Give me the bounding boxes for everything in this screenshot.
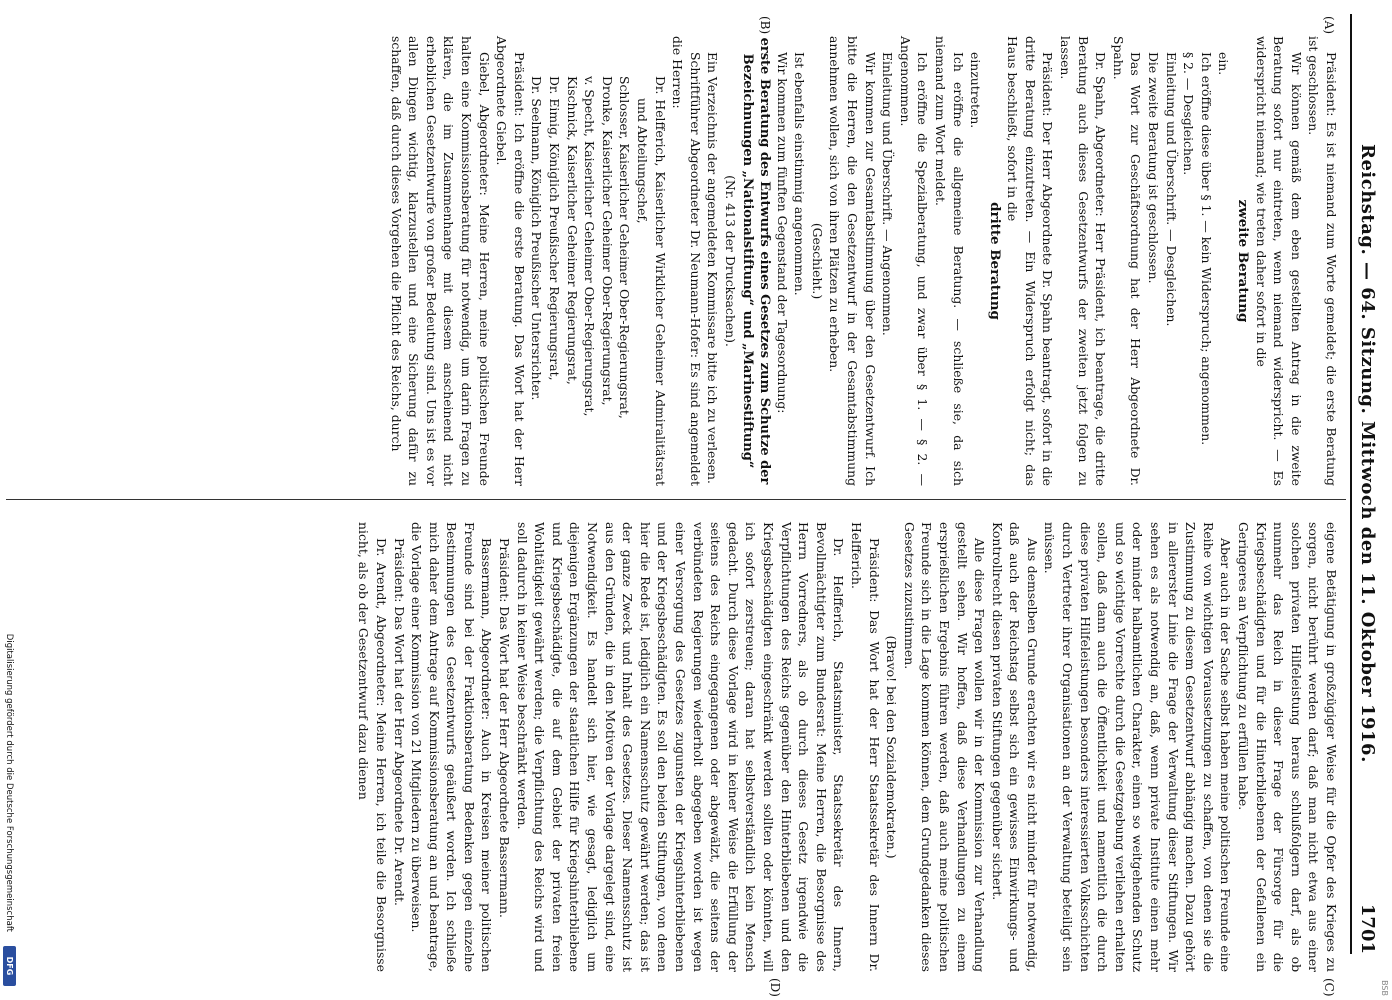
page-number: 1701 <box>1357 903 1378 954</box>
funding-credit: Digitalisierung gefördert durch die Deutsche Forschungsgemeinschaft <box>4 633 14 932</box>
paragraph: Wir können gemäß dem eben gestellten Antrag in die zweite Beratung sofort nur eintreten, wenn niemand widerspricht. — Es widerspricht niemand; wie treten daher sofort in die <box>1253 36 1304 486</box>
stage-direction: (Geschieht.) <box>809 222 825 300</box>
page-header <box>1350 14 1382 954</box>
stage-direction: (Bravo! bei den Sozialdemokraten.) <box>884 635 900 859</box>
left-column <box>387 36 1340 486</box>
column-divider <box>6 499 1346 500</box>
running-title: Reichstag. — 64. Sitzung. Mittwoch den 11. Oktober 1916. <box>1357 144 1378 763</box>
paragraph: Einleitung und Überschrift. — Desgleichen. <box>1163 52 1179 327</box>
paragraph: Aber auch in der Sache selbst haben meine politischen Freunde eine Reihe von wichtigen Voraussetzungen zu schaffen, von denen sie die Zustimmung zu diesem Gesetzentwurf abhängig machen. Dazu gehört in allererster Linie die Frage der Verwaltung dieser Stiftungen. Wir sehen es als notwendig an, daß, wenn private Institute einen mehr oder minder halbamtlichen Charakter, einen so weitgehenden Schutz und so wichtige Vorrechte durch die Gesetzgebung verliehen erhalten sollen, daß dann auch die Öffentlichkeit und namentlich die durch diese privaten Hilfeleistungen besonders interessierten Volksschichten durch Vertreter ihrer Organisationen an der Verwaltung beteiligt sein müssen. <box>1042 522 1234 972</box>
list-item: Kischnick, Kaiserlicher Geheimer Regierungsrat, <box>564 76 580 385</box>
document-reference: (Nr. 413 der Drucksachen). <box>723 175 738 347</box>
paragraph: Die zweite Beratung ist geschlossen. <box>1146 52 1162 284</box>
paragraph: Präsident: Der Herr Abgeordnete Dr. Spahn beantragt, sofort in die dritte Beratung einzutreten. — Ein Widerspruch erfolgt nicht; das Haus beschließt, sofort in die <box>1005 36 1056 486</box>
list-item: Dr. Helfferich, Kaiserlicher Wirklicher Geheimer Admiralitätsrat und Abteilungschef, <box>635 76 668 486</box>
section-heading: dritte Beratung <box>986 202 1003 320</box>
paragraph: Wir kommen zum fünften Gegenstand der Tagesordnung: <box>774 52 790 414</box>
paragraph: Ich eröffne die allgemeine Beratung. — schließe sie, da sich niemand zum Wort meldet. <box>932 36 966 486</box>
paragraph: Präsident: Das Wort hat der Herr Abgeordnete Dr. Arendt. <box>391 538 407 906</box>
paragraph: ein. <box>1216 52 1232 76</box>
margin-mark-a: (A) <box>1322 16 1336 35</box>
paragraph: Ich eröffne diese über § 1. — kein Widerspruch; angenommen. <box>1198 52 1214 446</box>
paragraph: Alle diese Fragen wollen wir in der Kommission zur Verhandlung gestellt sehen. Wir hoffen, daß diese Verhandlungen zu einem ersprießlichen Ergebnis führen werden, daß auch meine politischen Freunde sich in die Lage kommen können, dem Grundgedanken dieses Gesetzes zuzustimmen. <box>901 522 988 972</box>
paragraph: Dr. Spahn, Abgeordneter: Herr Präsident, ich beantrage, die dritte Beratung auch dieses Gesetzentwurfs der zweiten jetzt folgen zu lassen. <box>1058 36 1109 486</box>
paragraph: Dr. Helfferich, Staatsminister, Staatssekretär des Innern, Bevollmächtigter zum Bundesrat: Meine Herren, die Besorgnisse des Herrn Vorredners, als ob durch dieses Gesetz irgendwie die Verpflichtungen des Reichs gegenüber den Hinterbliebenen und den Kriegsbeschädigten eingeschränkt werden sollten oder könnten, will ich sofort zerstreuen; daran hat selbstverständlich kein Mensch gedacht. Durch diese Vorlage wird in keiner Weise die Erfüllung der seitens des Reichs eingegangenen oder abgewälzt, die seitens der verbündeten Regierungen wiederholt abgegeben worden ist wegen einer Versorgung des Gesetzes zugunsten der Kriegshinterbliebenen und der Kriegsbeschädigten. Es soll den beiden Stiftungen, von denen hier die Rede ist, lediglich ein Namensschutz gewährt werden; das ist der ganze Zweck und Inhalt des Gesetzes. Dieser Namensschutz ist aus den Gründen, die in den Motiven der Vorlage dargelegt sind, eine Notwendigkeit. Es handelt sich hier, wie gesagt, lediglich um diejenigen Ergänzungen der staatlichen Hilfe für Kriegshinterbliebene und Kriegsbeschädigte, die auf dem Gebiet der privaten freien Wohltätigkeit gewährt werden; die Verpflichtung des Reichs wird und soll dadurch in keiner Weise beschränkt werden. <box>514 522 847 972</box>
paragraph: Ein Verzeichnis der angemeldeten Kommissare bitte ich zu verlesen. <box>705 52 721 484</box>
paragraph: Wir kommen zur Gesamtabstimmung über den Gesetzentwurf. Ich bitte die Herren, die den Gesetzentwurf in der Gesamtabstimmung annehmen wollen, sich von ihren Plätzen zu erheben. <box>827 36 878 486</box>
paragraph: Aus demselben Grunde erachten wir es nicht minder für notwendig, daß auch der Reichstag selbst sich ein gewisses Einwirkungs- und Kontrollrecht diesen privaten Stiftungen gegenüber sichert. <box>989 522 1040 972</box>
paragraph: Präsident: Es ist niemand zum Worte gemeldet; die erste Beratung ist geschlossen. <box>1306 36 1339 486</box>
paragraph: Dr. Arendt, Abgeordneter: Meine Herren, ich teile die Besorgnisse nicht, als ob der Gesetzentwurf dazu dienen <box>356 522 389 972</box>
commissioner-list <box>528 36 669 486</box>
list-item: Dr. Seelmann, Königlich Preußischer Untersrichter. <box>529 76 545 401</box>
library-stamp: BSB <box>1380 980 1389 996</box>
paragraph: Präsident: Ich eröffne die erste Beratung. Das Wort hat der Herr Abgeordnete Giebel. <box>494 36 527 486</box>
digitization-footer <box>2 0 14 990</box>
paragraph: Giebel, Abgeordneter: Meine Herren, meine politischen Freunde halten eine Kommissionsberatung für notwendig, um darin Fragen zu klären, die im Zusammenhange mit diesem anscheinend nicht erheblichen Gesetzentwurfe von großer Bedeutung sind. Uns ist es vor allen Dingen wichtig, klarzustellen und eine Sicherung dafür zu schaffen, daß durch dieses Vorgehen die Pflicht des Reichs, durch <box>388 36 492 486</box>
paragraph: einzutreten. <box>968 52 984 129</box>
paragraph: Bassermann, Abgeordneter: Auch in Kreisen meiner politischen Freunde sind bei der Fraktionsberatung Bedenken gegen einzelne Bestimmungen des Gesetzentwurfs geäußert worden. Ich schließe mich daher dem Antrage auf Kommissionsberatung an und beantrage, die Vorlage einer Kommission von 21 Mitgliedern zu überweisen. <box>409 522 495 972</box>
list-item: Dronke, Kaiserlicher Geheimer Ober-Regierungsrat, <box>599 76 615 406</box>
right-column <box>355 522 1340 972</box>
paragraph: Einleitung und Überschrift. — Angenommen. <box>880 52 896 336</box>
agenda-item-title: erste Beratung des Entwurfs eines Gesetzes zum Schutze der Bezeichnungen „Nationalstiftung“ und „Marinestiftung“ <box>740 37 772 485</box>
paragraph: Präsident: Das Wort hat der Herr Abgeordnete Bassermann. <box>497 538 513 918</box>
paragraph: Ist ebenfalls einstimmig angenommen. <box>792 52 808 296</box>
dfg-logo: DFG <box>3 946 16 986</box>
paragraph: eigene Betätigung in großzügiger Weise für die Opfer des Krieges zu sorgen, nicht berührt werden darf; daß man nicht etwa aus einer solchen privaten Hilfeleistung heraus schlußfolgern darf, als ob nunmehr das Reich in dieser Frage der Fürsorge für die Kriegsbeschädigten und für die Hinterbliebenen der Gefallenen ein Geringeres an Verpflichtung zu erfüllen habe. <box>1236 522 1339 972</box>
section-heading: zweite Beratung <box>1235 199 1252 323</box>
list-item: Schlosser, Kaiserlicher Geheimer Ober-Regierungsrat, <box>617 76 633 419</box>
paragraph: Schriftführer Abgeordneter Dr. Neumann-Hofer: Es sind angemeldet die Herren: <box>670 36 703 486</box>
margin-mark-c: (C) <box>1322 978 1336 997</box>
paragraph: Ich eröffne die Spezialberatung, und zwar über § 1. — § 2. — Angenommen. <box>897 36 931 486</box>
list-item: Dr. Eimig, Königlich Preußischer Regierungsrat, <box>547 76 563 381</box>
list-item: v. Specht, Kaiserlicher Geheimer Ober-Regierungsrat, <box>582 76 598 417</box>
margin-mark-d: (D) <box>768 978 782 997</box>
margin-mark-b: (B) <box>758 16 772 35</box>
paragraph: Das Wort zur Geschäftsordnung hat der Herr Abgeordnete Dr. Spahn. <box>1110 36 1144 486</box>
paragraph: § 2. — Desgleichen. <box>1181 52 1197 176</box>
paragraph: Präsident: Das Wort hat der Herr Staatssekretär des Innern Dr. Helfferich. <box>848 522 882 972</box>
